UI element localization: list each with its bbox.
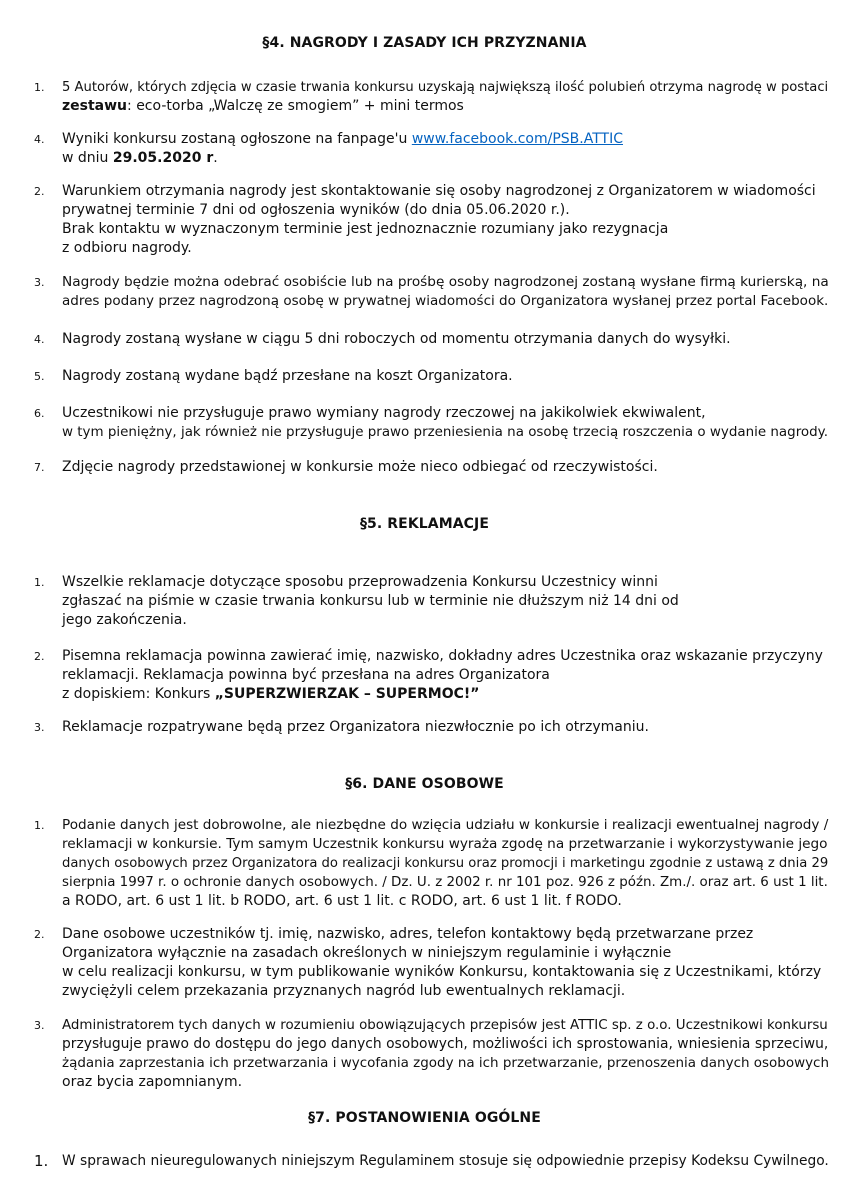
item-number: 4. — [34, 133, 45, 146]
item-text — [62, 685, 479, 704]
item-text: Pisemna reklamacja powinna zawierać imię, nazwisko, dokładny adres Uczestnika oraz wskazanie przyczyny — [62, 648, 823, 664]
item-text: Nagrody zostaną wydane bądź przesłane na koszt Organizatora. — [62, 368, 513, 384]
item-number: 6. — [34, 407, 45, 420]
item-text: 5 Autorów, których zdjęcia w czasie trwania konkursu uzyskają największą ilość polubień otrzyma nagrodę w postaci — [62, 80, 829, 95]
item-text: Podanie danych jest dobrowolne, ale niezbędne do wzięcia udziału w konkursie i realizacji ewentualnej nagrody / — [62, 817, 829, 833]
item-text: Zdjęcie nagrody przedstawionej w konkursie może nieco odbiegać od rzeczywistości. — [62, 459, 658, 475]
item-text: Brak kontaktu w wyznaczonym terminie jest jednoznacznie rozumiany jako rezygnacja — [62, 221, 669, 237]
item-text: jego zakończenia. — [62, 612, 187, 628]
item-text: w tym pieniężny, jak również nie przysługuje prawo przeniesienia na osobę trzecią roszczenia o wydanie nagrody. — [62, 425, 828, 440]
item-number: 4. — [34, 333, 45, 346]
item-text: zgłaszać na piśmie w czasie trwania konkursu lub w terminie nie dłuższym niż 14 dni od — [62, 593, 679, 609]
item-text: Nagrody zostaną wysłane w ciągu 5 dni roboczych od momentu otrzymania danych do wysyłki. — [62, 331, 731, 347]
item-text: Nagrody będzie można odebrać osobiście lub na prośbę osoby nagrodzonej zostaną wysłane firmą kurierską, na — [62, 274, 829, 290]
item-text: Warunkiem otrzymania nagrody jest skontaktowanie się osoby nagrodzonej z Organizatorem w wiadomości — [62, 183, 816, 199]
item-number: 1. — [34, 576, 45, 589]
item-text: a RODO, art. 6 ust 1 lit. b RODO, art. 6 ust 1 lit. c RODO, art. 6 ust 1 lit. f RODO. — [62, 893, 622, 909]
item-text: danych osobowych przez Organizatora do realizacji konkursu oraz promocji i marketingu zgodnie z ustawą z dnia 29 — [62, 856, 829, 871]
item-number: 1. — [34, 81, 45, 94]
item-text: adres podany przez nagrodzoną osobę w prywatnej wiadomości do Organizatora wysłanej przez portal Facebook. — [62, 293, 829, 309]
item-text: reklamacji w konkursie. Tym samym Uczestnik konkursu wyraża zgodę na przetwarzanie i wykorzystywanie jego — [62, 836, 828, 852]
item-text: . — [213, 150, 218, 166]
bold-text: „SUPERZWIERZAK – SUPERMOC!” — [214, 686, 480, 702]
item-number: 5. — [34, 370, 45, 383]
item-number: 7. — [34, 461, 45, 474]
item-text: przysługuje prawo do dostępu do jego danych osobowych, możliwości ich sprostowania, wniesienia sprzeciwu, — [62, 1036, 829, 1052]
facebook-link[interactable]: www.facebook.com/PSB.ATTIC — [411, 131, 623, 147]
item-number: 3. — [34, 276, 45, 289]
item-text — [62, 130, 623, 149]
item-text: w celu realizacji konkursu, w tym publikowanie wyników Konkursu, kontaktowania się z Uczestnikami, którzy — [62, 964, 822, 980]
item-text: : eco-torba „Walczę ze smogiem” + mini termos — [127, 98, 464, 114]
item-text: zwyciężyli celem przekazania przyznanych nagród lub ewentualnych reklamacji. — [62, 983, 626, 999]
section-heading-7: §7. POSTANOWIENIA OGÓLNE — [308, 1110, 541, 1126]
item-text: prywatnej terminie 7 dni od ogłoszenia wyników (do dnia 05.06.2020 r.). — [62, 202, 570, 218]
item-text: z odbioru nagrody. — [62, 240, 192, 256]
item-number: 2. — [34, 650, 45, 663]
item-text: Wyniki konkursu zostaną ogłoszone na fanpage'u — [62, 131, 412, 147]
item-text: sierpnia 1997 r. o ochronie danych osobowych. / Dz. U. z 2002 r. nr 101 poz. 926 z późn. Zm./. oraz art. 6 ust 1 lit. — [62, 875, 828, 890]
item-number: 1. — [34, 819, 45, 832]
item-number: 2. — [34, 185, 45, 198]
item-text: Wszelkie reklamacje dotyczące sposobu przeprowadzenia Konkursu Uczestnicy winni — [62, 574, 658, 590]
item-text: Organizatora wyłącznie na zasadach określonych w niniejszym regulaminie i wyłącznie — [62, 945, 672, 961]
item-text: W sprawach nieuregulowanych niniejszym Regulaminem stosuje się odpowiednie przepisy Kodeksu Cywilnego. — [62, 1153, 829, 1169]
section-heading-5: §5. REKLAMACJE — [359, 516, 490, 532]
item-number: 3. — [34, 721, 45, 734]
item-text: w dniu — [62, 150, 113, 166]
item-number: 3. — [34, 1019, 45, 1032]
item-text — [62, 97, 464, 116]
item-text — [62, 149, 218, 168]
item-text: żądania zaprzestania ich przetwarzania i wycofania zgody na ich przetwarzanie, przenoszenia danych osobowych — [62, 1055, 830, 1071]
item-text: reklamacji. Reklamacja powinna być przesłana na adres Organizatora — [62, 667, 550, 683]
section-heading-4: §4. NAGRODY I ZASADY ICH PRZYZNANIA — [262, 35, 587, 51]
item-text: Reklamacje rozpatrywane będą przez Organizatora niezwłocznie po ich otrzymaniu. — [62, 719, 649, 735]
item-text: Dane osobowe uczestników tj. imię, nazwisko, adres, telefon kontaktowy będą przetwarzane przez — [62, 926, 754, 942]
bold-text: zestawu — [62, 98, 128, 114]
item-text: Administratorem tych danych w rozumieniu obowiązujących przepisów jest ATTIC sp. z o.o. Uczestnikowi konkursu — [62, 1018, 828, 1033]
item-text: Uczestnikowi nie przysługuje prawo wymiany nagrody rzeczowej na jakikolwiek ekwiwalent, — [62, 405, 706, 421]
item-number: 1. — [34, 1152, 49, 1170]
item-number: 2. — [34, 928, 45, 941]
item-text: oraz bycia zapomnianym. — [62, 1074, 243, 1090]
section-heading-6: §6. DANE OSOBOWE — [345, 776, 504, 792]
bold-text: 29.05.2020 r — [112, 150, 214, 166]
item-text: z dopiskiem: Konkurs — [62, 686, 215, 702]
